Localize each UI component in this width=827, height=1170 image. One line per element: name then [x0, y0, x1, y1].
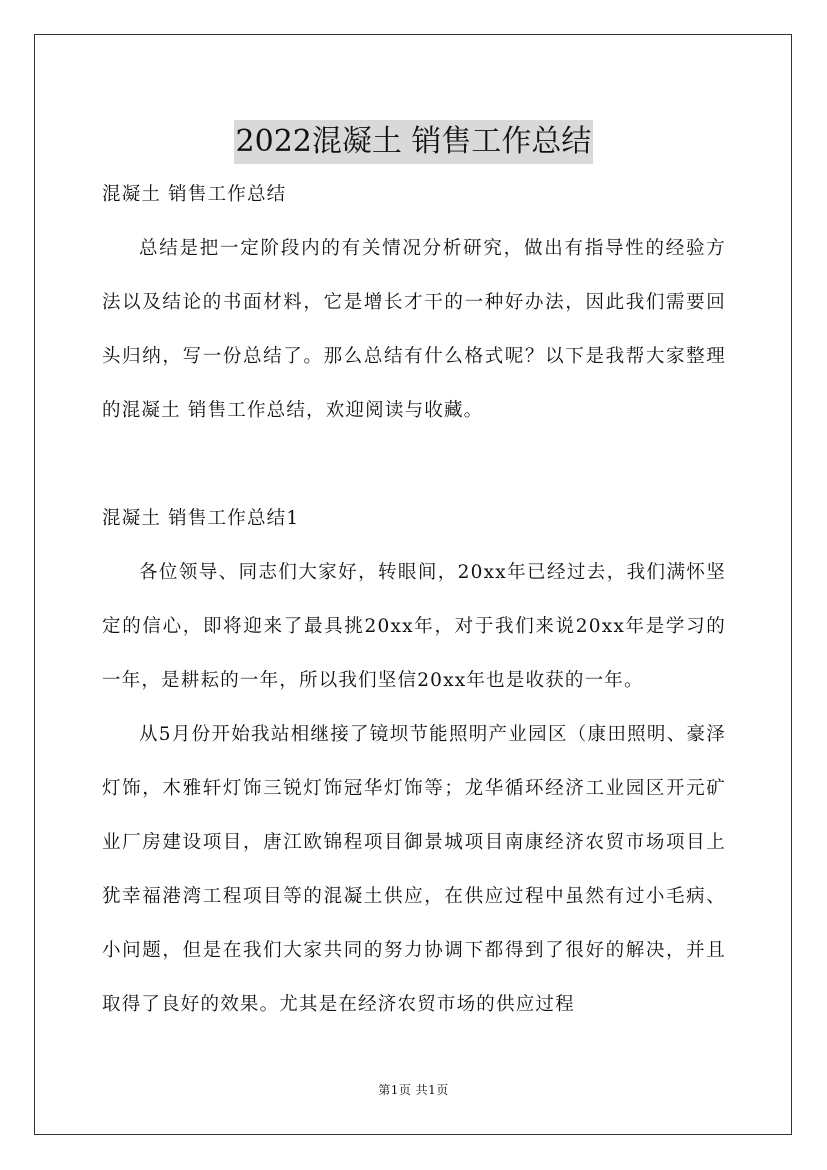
section-spacer	[102, 438, 726, 492]
document-body	[102, 168, 726, 1032]
intro-paragraph: 总结是把一定阶段内的有关情况分析研究，做出有指导性的经验方法以及结论的书面材料，它是增长才干的一种好办法，因此我们需要回头归纳，写一份总结了。那么总结有什么格式呢？以下是我帮大家整理的混凝土 销售工作总结，欢迎阅读与收藏。	[102, 238, 726, 421]
intro-heading: 混凝土 销售工作总结	[102, 184, 287, 205]
document-title-wrapper	[0, 120, 827, 164]
section1-paragraph-1: 各位领导、同志们大家好，转眼间，20xx年已经过去，我们满怀坚定的信心，即将迎来了最具挑20xx年，对于我们来说20xx年是学习的一年，是耕耘的一年，所以我们坚信20xx年也是收获的一年。	[102, 562, 726, 691]
section1-paragraph-2: 从5月份开始我站相继接了镜坝节能照明产业园区（康田照明、豪泽灯饰，木雅轩灯饰三锐灯饰冠华灯饰等；龙华循环经济工业园区开元矿业厂房建设项目，唐江欧锦程项目御景城项目南康经济农贸市场项目上犹幸福港湾工程项目等的混凝土供应，在供应过程中虽然有过小毛病、小问题，但是在我们大家共同的努力协调下都得到了很好的解决，并且取得了良好的效果。尤其是在经济农贸市场的供应过程	[102, 724, 726, 1015]
page-footer	[0, 1082, 827, 1098]
document-title: 2022混凝土 销售工作总结	[234, 120, 594, 164]
page-number: 第1页 共1页	[378, 1083, 449, 1097]
section1-heading: 混凝土 销售工作总结1	[102, 508, 300, 529]
